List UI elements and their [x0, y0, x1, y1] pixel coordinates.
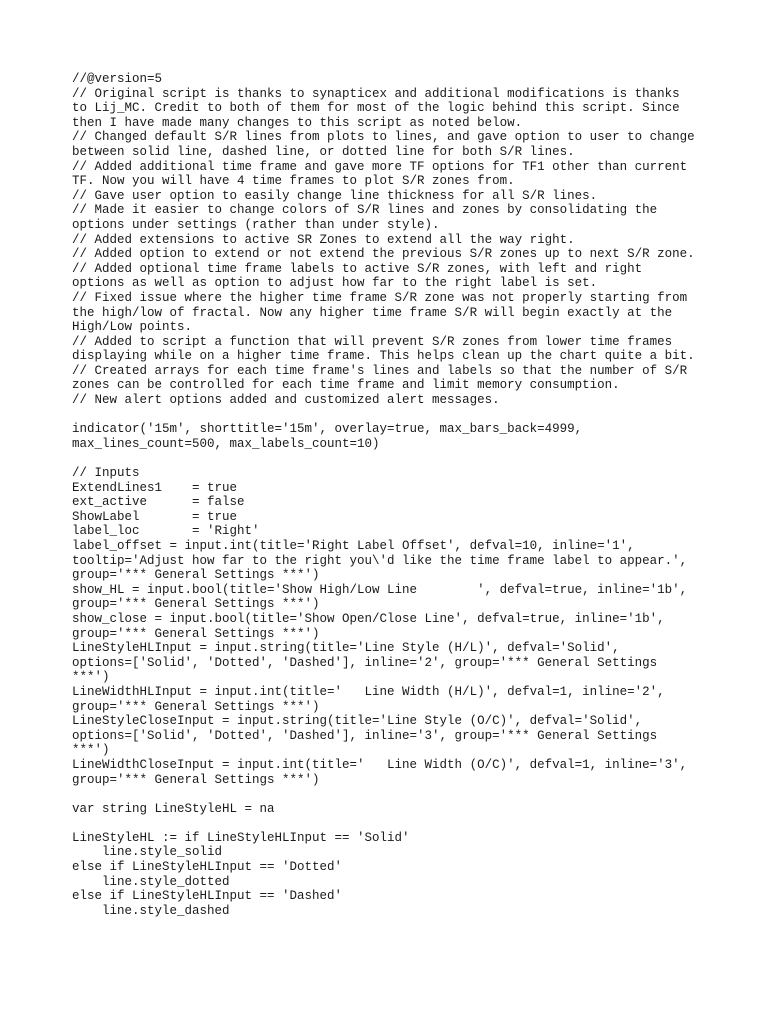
code-line: line.style_dashed: [72, 903, 230, 918]
code-line: // Added additional time frame and gave more TF options for TF1 other than current: [72, 159, 688, 174]
code-line: label_loc = 'Right': [72, 524, 260, 539]
code-line: to Lij_MC. Credit to both of them for most of the logic behind this script. Since: [72, 101, 680, 116]
code-line: ShowLabel = true: [72, 509, 238, 524]
code-line: group='*** General Settings ***'): [72, 699, 320, 714]
code-line: group='*** General Settings ***'): [72, 568, 320, 583]
code-line: ***'): [72, 743, 110, 758]
code-line: options=['Solid', 'Dotted', 'Dashed'], inline='2', group='*** General Settings: [72, 655, 658, 670]
code-line: displaying while on a higher time frame. This helps clean up the chart quite a bit.: [72, 349, 695, 364]
code-block: [72, 72, 695, 918]
code-line: // Fixed issue where the higher time frame S/R zone was not properly starting from: [72, 290, 688, 305]
code-line: // New alert options added and customized alert messages.: [72, 393, 500, 408]
code-line: TF. Now you will have 4 time frames to plot S/R zones from.: [72, 174, 515, 189]
code-line: ExtendLines1 = true: [72, 480, 238, 495]
code-line: [72, 816, 695, 831]
code-line: // Inputs: [72, 466, 140, 481]
code-line: var string LineStyleHL = na: [72, 801, 275, 816]
code-line: // Changed default S/R lines from plots to lines, and gave option to user to change: [72, 130, 695, 145]
code-line: the high/low of fractal. Now any higher time frame S/R will begin exactly at the: [72, 305, 673, 320]
code-line: LineStyleCloseInput = input.string(title='Line Style (O/C)', defval='Solid',: [72, 714, 643, 729]
code-line: // Added option to extend or not extend the previous S/R zones up to next S/R zone.: [72, 247, 695, 262]
code-line: then I have made many changes to this script as noted below.: [72, 115, 523, 130]
code-line: // Added optional time frame labels to active S/R zones, with left and right: [72, 261, 643, 276]
code-line: else if LineStyleHLInput == 'Dashed': [72, 889, 343, 904]
code-line: line.style_solid: [72, 845, 223, 860]
code-line: else if LineStyleHLInput == 'Dotted': [72, 860, 343, 875]
code-line: LineWidthCloseInput = input.int(title=' Line Width (O/C)', defval=1, inline='3',: [72, 757, 688, 772]
code-line: [72, 451, 695, 466]
code-line: show_close = input.bool(title='Show Open/Close Line', defval=true, inline='1b',: [72, 611, 665, 626]
code-line: High/Low points.: [72, 320, 193, 335]
code-line: // Gave user option to easily change line thickness for all S/R lines.: [72, 188, 598, 203]
code-line: label_offset = input.int(title='Right Label Offset', defval=10, inline='1',: [72, 539, 635, 553]
code-line: tooltip='Adjust how far to the right you\'d like the time frame label to appear.',: [72, 553, 688, 568]
code-line: // Made it easier to change colors of S/R lines and zones by consolidating the: [72, 203, 658, 218]
code-line: between solid line, dashed line, or dotted line for both S/R lines.: [72, 144, 575, 159]
code-line: LineStyleHLInput = input.string(title='Line Style (H/L)', defval='Solid',: [72, 641, 620, 656]
code-line: // Created arrays for each time frame's lines and labels so that the number of S/R: [72, 363, 688, 378]
code-line: max_lines_count=500, max_labels_count=10): [72, 436, 380, 451]
code-line: group='*** General Settings ***'): [72, 772, 320, 787]
code-line: options as well as option to adjust how far to the right label is set.: [72, 276, 598, 291]
code-line: options=['Solid', 'Dotted', 'Dashed'], inline='3', group='*** General Settings: [72, 728, 658, 743]
code-line: LineStyleHL := if LineStyleHLInput == 'Solid': [72, 830, 410, 845]
code-line: [72, 787, 695, 802]
code-line: // Original script is thanks to synapticex and additional modifications is thanks: [72, 86, 680, 101]
code-line: // Added extensions to active SR Zones to extend all the way right.: [72, 232, 575, 247]
code-line: ***'): [72, 670, 110, 685]
code-line: group='*** General Settings ***'): [72, 626, 320, 641]
code-line: line.style_dotted: [72, 874, 230, 889]
code-line: // Added to script a function that will prevent S/R zones from lower time frames: [72, 334, 673, 349]
code-line: show_HL = input.bool(title='Show High/Low Line ', defval=true, inline='1b',: [72, 582, 688, 597]
code-line: ext_active = false: [72, 495, 245, 510]
code-line: LineWidthHLInput = input.int(title=' Line Width (H/L)', defval=1, inline='2',: [72, 684, 665, 699]
code-line: //@version=5: [72, 72, 163, 86]
code-line: zones can be controlled for each time frame and limit memory consumption.: [72, 378, 620, 393]
code-line: options under settings (rather than under style).: [72, 217, 440, 232]
code-line: group='*** General Settings ***'): [72, 597, 320, 612]
code-line: [72, 408, 695, 423]
code-line: indicator('15m', shorttitle='15m', overlay=true, max_bars_back=4999,: [72, 422, 583, 437]
